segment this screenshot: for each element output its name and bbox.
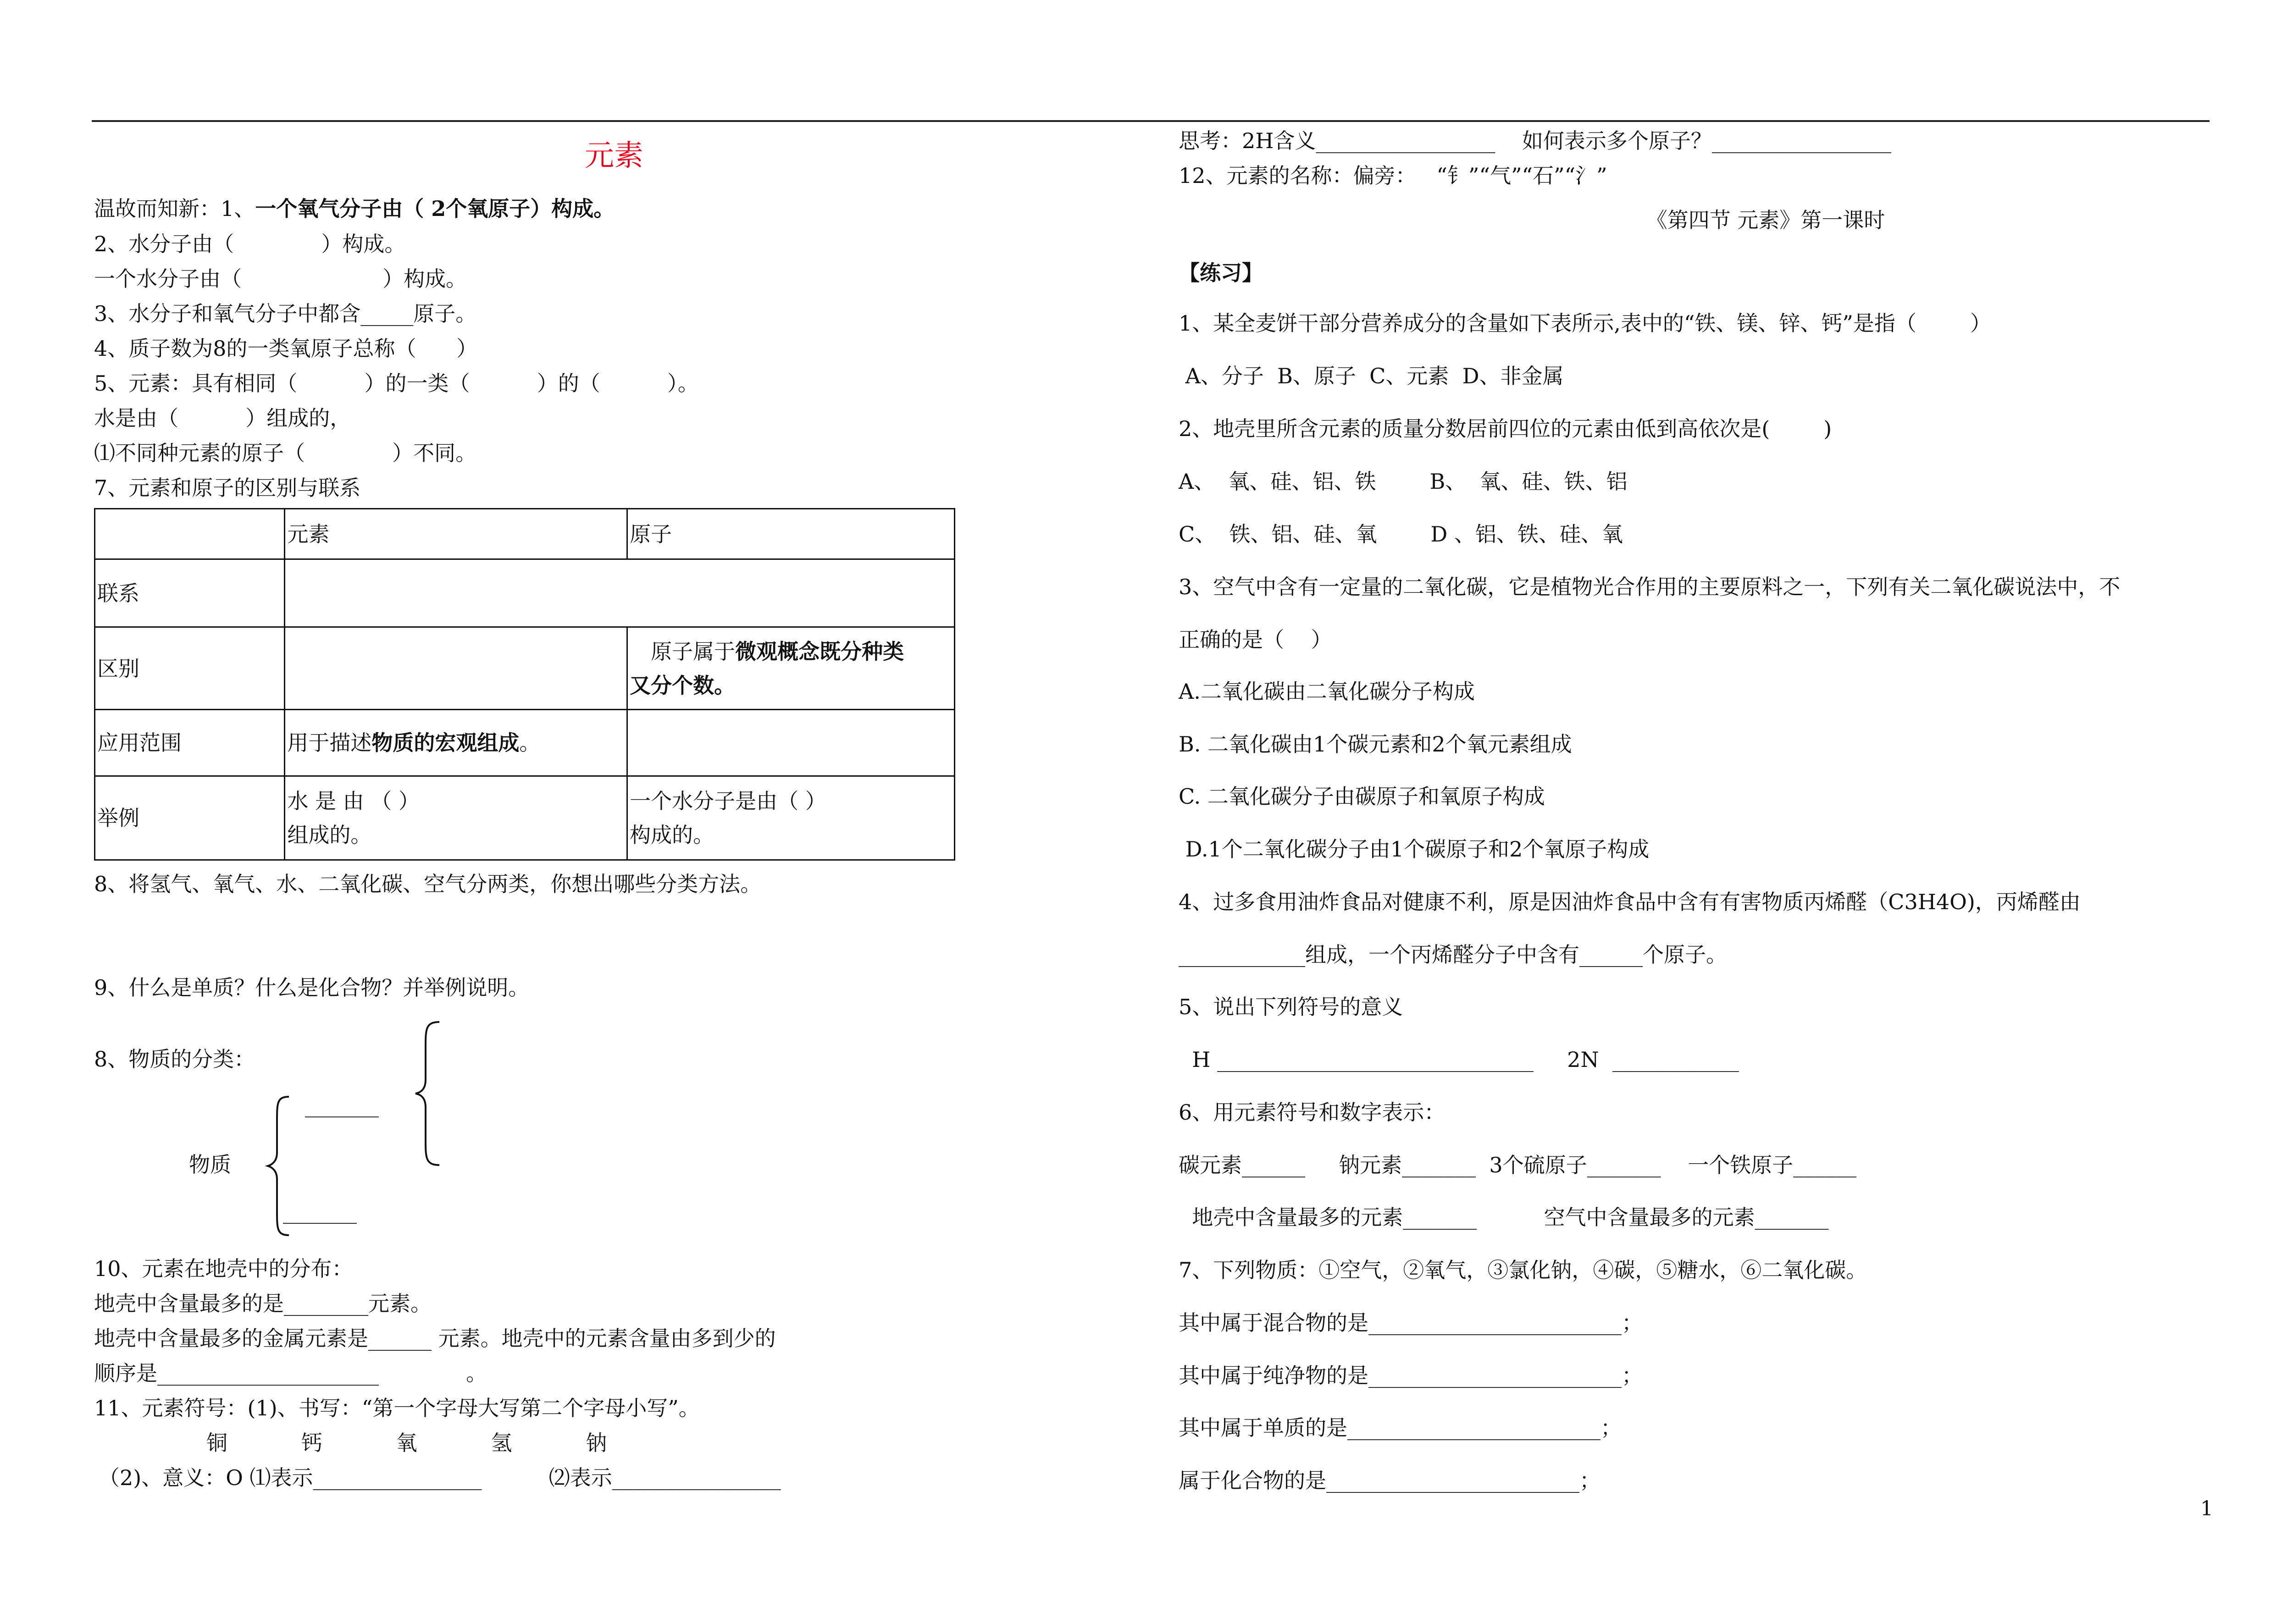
table-row: [95, 710, 955, 776]
classification-heading: 8、物质的分类：: [94, 1047, 255, 1072]
exercise-3: 3、空气中含有一定量的二氧化碳，它是植物光合作用的主要原料之一，下列有关二氧化碳说法中，不: [1179, 574, 2121, 599]
comparison-heading: 7、元素和原子的区别与联系: [94, 475, 361, 500]
exercise-7: 7、下列物质：①空气，②氧气，③氯化钠，④碳，⑤糖水，⑥二氧化碳。: [1179, 1258, 1867, 1282]
exercise-7-mixtures: 其中属于混合物的是________________________；: [1179, 1310, 1643, 1335]
exercise-2-options-ab: A、 氧、硅、铝、铁 B、 氧、硅、铁、铝: [1179, 469, 1628, 494]
exercise-4-cont: ____________组成，一个丙烯醛分子中含有______个原子。: [1179, 942, 1727, 967]
header-rule: [92, 120, 2210, 122]
row-label-relation: 联系: [95, 559, 285, 627]
header-element: 元素: [285, 509, 627, 559]
common-atom-question: 3、水分子和氧气分子中都含_____原子。: [94, 301, 477, 326]
difference-atom-cell: 原子属于微观概念既分种类 又分个数。: [627, 627, 955, 710]
element-name-list: 铜 钙 氧 氢 钠: [206, 1431, 607, 1455]
lesson-title: 《第四节 元素》第一课时: [1646, 208, 1885, 232]
water-molecule-question: 2、水分子由（ ）构成。: [94, 232, 406, 256]
different-atoms-question: ⑴不同种元素的原子（ ）不同。: [94, 441, 477, 465]
subclass-blank-lower: _______: [283, 1199, 357, 1224]
element-compound-question: 9、什么是单质？什么是化合物？并举例说明。: [94, 975, 530, 1000]
exercise-3-cont: 正确的是（ ）: [1179, 627, 1332, 652]
row-label-difference: 区别: [95, 627, 285, 710]
exercise-3-option-a: A.二氧化碳由二氧化碳分子构成: [1179, 679, 1475, 704]
exercise-7-pure: 其中属于纯净物的是________________________；: [1179, 1363, 1643, 1388]
relation-cell: [285, 559, 955, 627]
symbol-meaning-question: （2)、意义：O ⑴表示________________ ⑵表示________________: [99, 1465, 781, 1490]
exercise-6: 6、用元素符号和数字表示：: [1179, 1100, 1446, 1125]
exercise-6-line-2: 地壳中含量最多的元素_______ 空气中含量最多的元素_______: [1179, 1205, 1829, 1230]
proton-number-question: 4、质子数为8的一类氧原子总称（ ）: [94, 336, 478, 361]
exercise-5-symbols: H ______________________________ 2N ____________: [1179, 1047, 1739, 1072]
table-row: [95, 509, 955, 559]
one-water-molecule-question: 一个水分子由（ ）构成。: [94, 266, 467, 291]
example-atom-cell: 一个水分子是由（ ） 构成的。: [627, 776, 955, 860]
exercise-1-options: A、分子 B、原子 C、元素 D、非金属: [1179, 364, 1564, 388]
page-title: 元素: [585, 139, 643, 173]
element-definition: 5、元素：具有相同（ ）的一类（ ）的（ ）。: [94, 371, 699, 396]
element-name-radicals: 12、元素的名称：偏旁： “钅”“气”“石”“氵”: [1179, 163, 1607, 188]
inner-brace-icon: [413, 1020, 445, 1167]
distribution-heading: 10、元素在地壳中的分布：: [94, 1256, 353, 1281]
element-symbol-writing: 11、元素符号：(1)、书写：“第一个字母大写第二个字母小写”。: [94, 1396, 700, 1420]
table-row: [95, 776, 955, 860]
exercise-4: 4、过多食用油炸食品对健康不利，原是因油炸食品中含有有害物质丙烯醛（C3H4O)，丙烯醛由: [1179, 889, 2081, 914]
most-abundant-metal-question: 地壳中含量最多的金属元素是______ 元素。地壳中的元素含量由多到少的: [94, 1326, 776, 1351]
review-prefix: 温故而知新：1、: [94, 196, 255, 221]
exercise-2: 2、地壳里所含元素的质量分数居前四位的元素由低到高依次是( ): [1179, 416, 1832, 441]
table-row: [95, 627, 955, 710]
review-oxygen-molecule: 一个氧气分子由（ 2个氧原子）构成。: [255, 196, 615, 221]
page-number: 1: [2200, 1497, 2213, 1520]
difference-element-cell: [285, 627, 627, 710]
header-atom: 原子: [627, 509, 955, 559]
row-label-scope: 应用范围: [95, 710, 285, 776]
row-label-example: 举例: [95, 776, 285, 860]
table-corner: [95, 509, 285, 559]
exercise-7-compounds: 属于化合物的是________________________；: [1179, 1468, 1601, 1493]
table-row: [95, 559, 955, 627]
exercise-3-option-d: D.1个二氧化碳分子由1个碳原子和2个氧原子构成: [1179, 837, 1650, 862]
scope-atom-cell: [627, 710, 955, 776]
think-question: 思考：2H含义_________________ 如何表示多个原子？_________________: [1179, 128, 1891, 153]
exercise-3-option-b: B. 二氧化碳由1个碳元素和2个氧元素组成: [1179, 732, 1572, 757]
review-line-1: [94, 195, 615, 222]
example-element-cell: 水 是 由 （ ） 组成的。: [285, 776, 627, 860]
exercise-1: 1、某全麦饼干部分营养成分的含量如下表所示,表中的“铁、镁、锌、钙”是指（ ）: [1179, 311, 1991, 336]
element-atom-comparison-table: [94, 508, 955, 861]
exercise-3-option-c: C. 二氧化碳分子由碳原子和氧原子构成: [1179, 784, 1545, 809]
most-abundant-element-question: 地壳中含量最多的是________元素。: [94, 1291, 432, 1316]
classification-method-question: 8、将氢气、氧气、水、二氧化碳、空气分两类，你想出哪些分类方法。: [94, 872, 762, 896]
substance-label: 物质: [189, 1152, 231, 1177]
exercise-6-line-1: 碳元素______ 钠元素_______ 3个硫原子_______ 一个铁原子______: [1179, 1153, 1857, 1177]
water-composition: 水是由（ ）组成的，: [94, 406, 351, 431]
scope-element-cell: 用于描述物质的宏观组成。: [285, 710, 627, 776]
exercise-2-options-cd: C、 铁、铝、硅、氧 D 、铝、铁、硅、氧: [1179, 522, 1623, 547]
subclass-blank-upper: _______: [305, 1093, 379, 1117]
exercise-7-elements: 其中属于单质的是________________________；: [1179, 1415, 1622, 1440]
exercise-heading: 【练习】: [1179, 260, 1263, 285]
exercise-5: 5、说出下列符号的意义: [1179, 994, 1403, 1019]
abundance-order-question: 顺序是_____________________ 。: [94, 1361, 487, 1386]
